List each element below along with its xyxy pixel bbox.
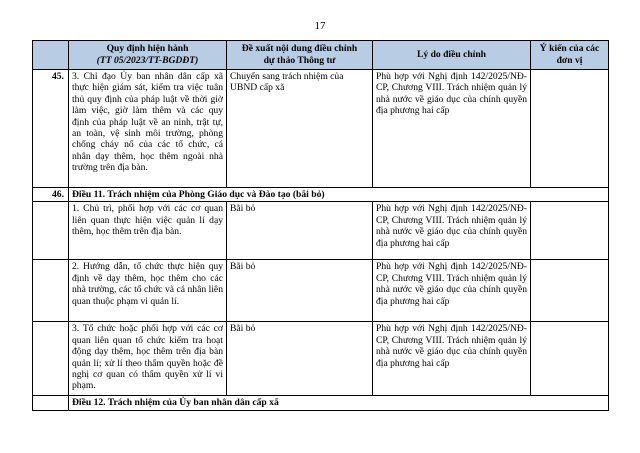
row-stt — [33, 202, 69, 260]
row-reason: Phù hợp với Nghị định 142/2025/NĐ-CP, Chương VIII. Trách nhiệm quản lý nhà nước về giáo dục của chính quyền địa phương hai cấp — [373, 70, 531, 188]
header-reason-line1: Lý do điều chỉnh — [416, 49, 487, 60]
row-current-regulation: 3. Tổ chức hoặc phối hợp với các cơ quan liên quan tổ chức kiểm tra hoạt động dạy thêm, học thêm trên địa bàn quản lí; xử lí theo thẩm quyền hoặc đề nghị cơ quan có thẩm quyền xử lí vi phạm. — [69, 322, 227, 396]
header-reason — [373, 41, 531, 70]
table-row — [33, 260, 609, 322]
row-reason: Phù hợp với Nghị định 142/2025/NĐ-CP, Chương VIII. Trách nhiệm quản lý nhà nước về giáo dục của chính quyền địa phương hai cấp — [373, 260, 531, 322]
row-proposal: Bãi bỏ — [227, 260, 373, 322]
header-stt — [33, 41, 69, 70]
row-reason: Phù hợp với Nghị định 142/2025/NĐ-CP, Chương VIII. Trách nhiệm quản lý nhà nước về giáo dục của chính quyền địa phương hai cấp — [373, 322, 531, 396]
header-current-line1: Quy định hiện hành — [106, 43, 189, 54]
table-header-row — [33, 41, 609, 70]
section-row — [33, 188, 609, 202]
row-proposal: Bãi bỏ — [227, 202, 373, 260]
table-row — [33, 70, 609, 188]
row-proposal: Bãi bỏ — [227, 322, 373, 396]
row-current-regulation: 2. Hướng dẫn, tổ chức thực hiện quy định về dạy thêm, học thêm cho các nhà trường, các tổ chức và cá nhân liên quan thuộc phạm vi quản lí. — [69, 260, 227, 322]
row-opinion — [531, 322, 609, 396]
section-stt — [33, 396, 69, 410]
header-opinion-line2: đơn vị — [556, 55, 583, 66]
row-opinion — [531, 70, 609, 188]
row-opinion — [531, 202, 609, 260]
section-row — [33, 396, 609, 410]
section-title: Điều 12. Trách nhiệm của Ủy ban nhân dân cấp xã — [69, 396, 609, 410]
row-opinion — [531, 260, 609, 322]
table-row — [33, 322, 609, 396]
section-title: Điều 11. Trách nhiệm của Phòng Giáo dục và Đào tạo (bãi bỏ) — [69, 188, 609, 202]
header-opinion-line1: Ý kiến của các — [539, 43, 600, 54]
table-row — [33, 202, 609, 260]
header-proposal-line2: dự thảo Thông tư — [263, 55, 336, 66]
header-proposal — [227, 41, 373, 70]
row-stt: 45. — [33, 70, 69, 188]
header-current-regulation — [69, 41, 227, 70]
row-stt — [33, 260, 69, 322]
comparison-table — [32, 40, 609, 411]
row-reason: Phù hợp với Nghị định 142/2025/NĐ-CP, Chương VIII. Trách nhiệm quản lý nhà nước về giáo dục của chính quyền địa phương hai cấp — [373, 202, 531, 260]
row-current-regulation: 3. Chỉ đạo Ủy ban nhân dân cấp xã thực hiện giám sát, kiểm tra việc tuân thủ quy định của pháp luật về thời giờ làm việc, giờ làm thêm và các quy định của pháp luật về an ninh, trật tự, an toàn, vệ sinh môi trường, phòng chống cháy nổ của các tổ chức, cá nhân dạy thêm, học thêm ngoài nhà trường trên địa bàn. — [69, 70, 227, 188]
section-stt: 46. — [33, 188, 69, 202]
row-stt — [33, 322, 69, 396]
header-opinion — [531, 41, 609, 70]
header-current-line2: (TT 05/2023/TT-BGDĐT) — [96, 55, 199, 66]
row-current-regulation: 1. Chủ trì, phối hợp với các cơ quan liên quan thực hiện việc quản lí dạy thêm, học thêm trên địa bàn. — [69, 202, 227, 260]
page-number: 17 — [314, 20, 326, 32]
header-proposal-line1: Đề xuất nội dung điều chỉnh — [241, 43, 358, 54]
row-proposal: Chuyển sang trách nhiệm của UBND cấp xã — [227, 70, 373, 188]
